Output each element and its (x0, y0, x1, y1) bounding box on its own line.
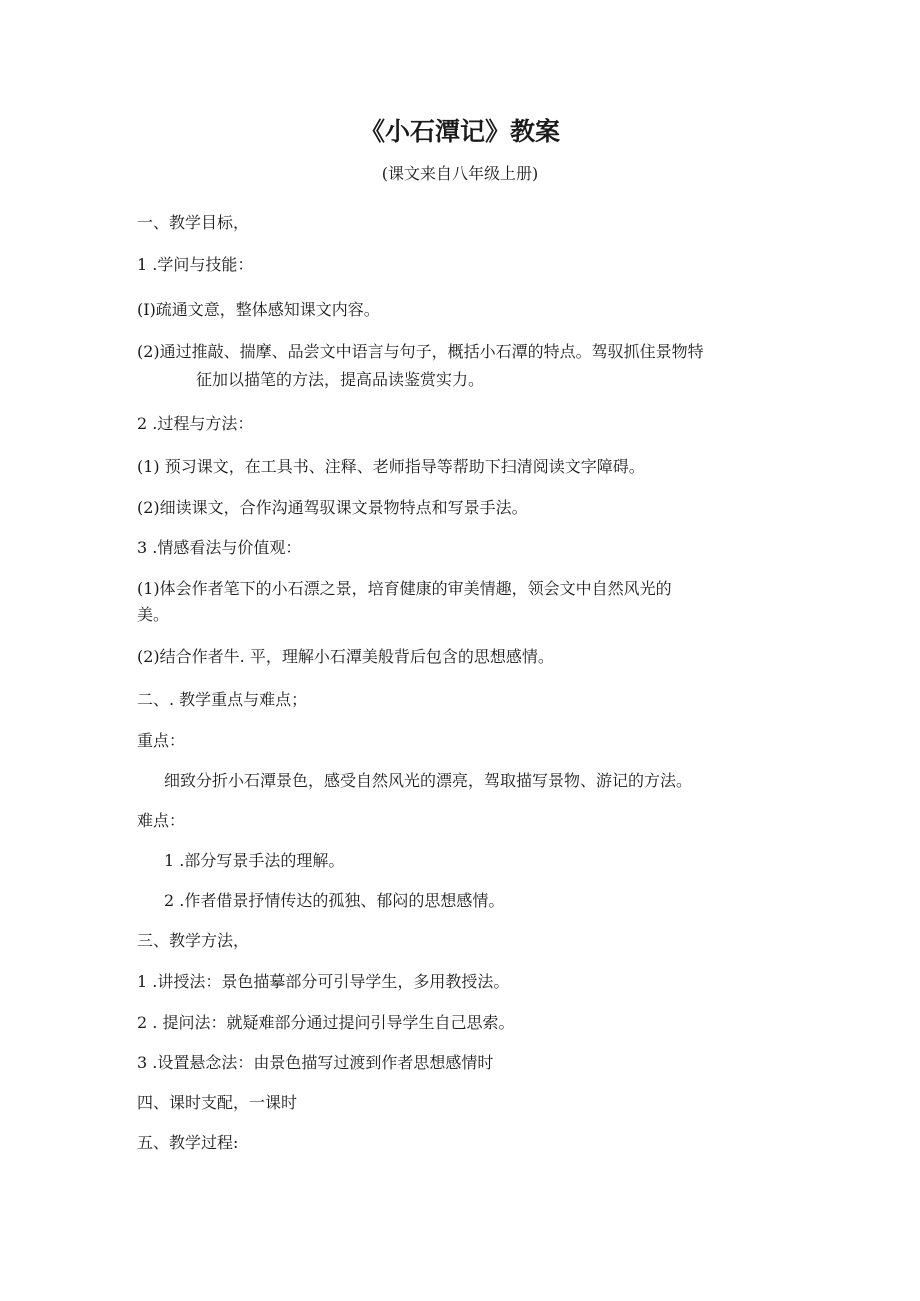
list-item: (1) 预习课文，在工具书、注释、老师指导等帮助下扫清阅读文字障碍。 (137, 457, 645, 476)
list-item: 2 .作者借景抒情传达的孤独、郁闷的思想感情。 (164, 891, 505, 910)
label-key-point: 重点： (137, 731, 186, 750)
document-title: 《小石潭记》教案 (359, 117, 560, 146)
section-heading-key-points: 二、. 教学重点与难点； (137, 690, 308, 709)
subheading-emotions-values: 3 .情感看法与价值观： (137, 538, 302, 557)
section-heading-methods: 三、教学方法， (137, 931, 250, 950)
list-item: 2 . 提问法：就疑难部分通过提问引导学生自己思索。 (137, 1013, 515, 1032)
section-heading-process: 五、教学过程: (137, 1133, 239, 1152)
list-item: (2)结合作者牛. 平，理解小石潭美般背后包含的思想感情。 (137, 647, 554, 666)
list-item: (2)通过推敲、揣摩、品尝文中语言与句子，概括小石潭的特点。驾驭抓住景物特 (137, 342, 704, 361)
label-difficulty: 难点： (137, 811, 186, 830)
list-item: (2)细读课文，合作沟通驾驭课文景物特点和写景手法。 (137, 498, 528, 517)
list-item: 1 .讲授法：景色描摹部分可引导学生，多用教授法。 (137, 972, 510, 991)
subheading-process-methods: 2 .过程与方法： (137, 414, 254, 433)
document-subtitle: (课文来自八年级上册) (381, 164, 539, 183)
section-heading-schedule: 四、课时支配，一课时 (137, 1093, 298, 1112)
section-heading-objectives: 一、教学目标， (137, 213, 250, 232)
list-item: (1)体会作者笔下的小石漂之景，培育健康的审美情趣，领会文中自然风光的 (137, 579, 672, 598)
list-item: 1 .部分写景手法的理解。 (164, 851, 345, 870)
subheading-knowledge-skills: 1 .学问与技能： (137, 255, 254, 274)
list-item: 3 .设置悬念法：由景色描写过渡到作者思想感情时 (137, 1053, 494, 1072)
list-item: (I)疏通文意，整体感知课文内容。 (137, 300, 380, 319)
list-item-continuation: 征加以描笔的方法，提高品读鉴赏实力。 (196, 370, 485, 389)
list-item-continuation: 美。 (137, 605, 170, 624)
paragraph: 细致分折小石潭景色，感受自然风光的漂亮，驾取描写景物、游记的方法。 (164, 771, 693, 790)
